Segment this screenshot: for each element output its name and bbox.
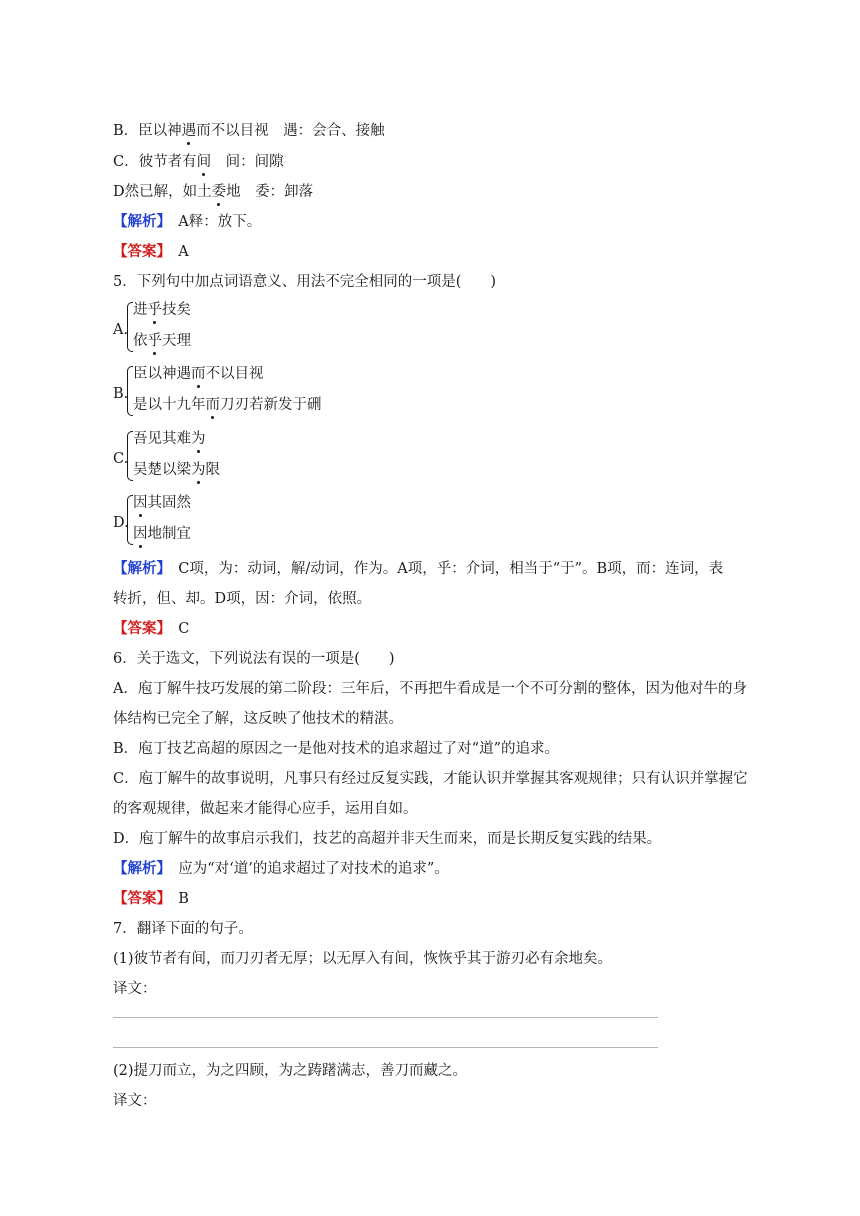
translation-label: 译文： (113, 981, 157, 997)
emphasis-dot-char: 为 (191, 462, 206, 478)
q5-answer: 【答案】 C (113, 620, 190, 637)
option-line-1: 进乎技矣 (133, 302, 191, 318)
q4-answer: 【答案】 A (113, 243, 189, 260)
q5-analysis-cont: 转折，但、却。D项，因：介词，依照。 (113, 591, 372, 607)
analysis-tag: 【解析】 (113, 560, 164, 577)
q7-sentence-2: (2)提刀而立，为之四顾，为之踌躇满志，善刀而藏之。 (113, 1063, 468, 1079)
q4-analysis: 【解析】 A释：放下。 (113, 213, 262, 230)
option-label: A. (113, 322, 129, 338)
emphasis-dot-char: 遇 (181, 123, 197, 139)
q6-option-d: D．庖丁解牛的故事启示我们，技艺的高超并非天生而来，而是长期反复实践的结果。 (113, 831, 662, 847)
option-label: C. (113, 451, 129, 467)
translation-label: 译文： (113, 1093, 157, 1109)
emphasis-dot-char: 委 (211, 184, 227, 200)
q4-option-c: C．彼节者有间 间：间隙 (113, 154, 284, 170)
q5-stem: 5．下列句中加点词语意义、用法不完全相同的一项是( ) (113, 274, 497, 290)
answer-tag: 【答案】 (113, 890, 164, 907)
analysis-tag: 【解析】 (113, 213, 164, 230)
option-line-2: 吴楚以梁为限 (133, 462, 220, 478)
answer-tag: 【答案】 (113, 620, 164, 637)
q6-stem: 6．关于选文，下列说法有误的一项是( ) (113, 651, 395, 667)
q7-stem: 7．翻译下面的句子。 (113, 921, 253, 937)
option-line-2: 因地制宜 (133, 526, 191, 542)
option-line-1: 臣以神遇而不以目视 (133, 366, 264, 382)
option-line-2: 是以十九年而刀刃若新发于硎 (133, 397, 322, 413)
emphasis-dot-char: 而 (191, 366, 206, 382)
emphasis-dot-char: 为 (191, 431, 206, 447)
option-label: B. (113, 386, 129, 402)
q6-option-b: B．庖丁技艺高超的原因之一是他对技术的追求超过了对“道”的追求。 (113, 741, 559, 757)
analysis-tag: 【解析】 (113, 860, 164, 877)
answer-line (113, 1017, 658, 1018)
emphasis-dot-char: 间 (196, 154, 212, 170)
answer-tag: 【答案】 (113, 243, 164, 260)
q4-option-b: B．臣以神遇而不以目视 遇：会合、接触 (113, 123, 385, 139)
option-line-2: 依乎天理 (133, 333, 191, 349)
q6-option-c: C．庖丁解牛的故事说明，凡事只有经过反复实践，才能认识并掌握其客观规律；只有认识并掌握它 (113, 771, 748, 787)
q5-analysis: 【解析】 C项，为：动词，解/动词，作为。A项，乎：介词，相当于“于”。B项，而：连词，表 (113, 560, 724, 577)
emphasis-dot-char: 因 (133, 526, 148, 542)
option-line-1: 吾见其难为 (133, 431, 206, 447)
option-line-1: 因其固然 (133, 495, 191, 511)
answer-line (113, 1047, 658, 1048)
q6-option-a: A．庖丁解牛技巧发展的第二阶段：三年后，不再把牛看成是一个不可分割的整体，因为他对牛的身 (113, 681, 747, 697)
option-label: D. (113, 515, 129, 531)
q6-option-c-cont: 的客观规律，做起来才能得心应手，运用自如。 (113, 801, 418, 817)
q6-answer: 【答案】 B (113, 890, 189, 907)
emphasis-dot-char: 乎 (147, 333, 162, 349)
emphasis-dot-char: 因 (133, 495, 148, 511)
q6-option-a-cont: 体结构已完全了解，这反映了他技术的精湛。 (113, 711, 403, 727)
q4-option-d: D然已解，如土委地 委：卸落 (113, 184, 314, 200)
q6-analysis: 【解析】 应为“对‘道’的追求超过了对技术的追求”。 (113, 860, 449, 877)
q7-sentence-1: (1)彼节者有间，而刀刃者无厚；以无厚入有间，恢恢乎其于游刃必有余地矣。 (113, 951, 613, 967)
emphasis-dot-char: 而 (205, 397, 220, 413)
emphasis-dot-char: 乎 (147, 302, 162, 318)
